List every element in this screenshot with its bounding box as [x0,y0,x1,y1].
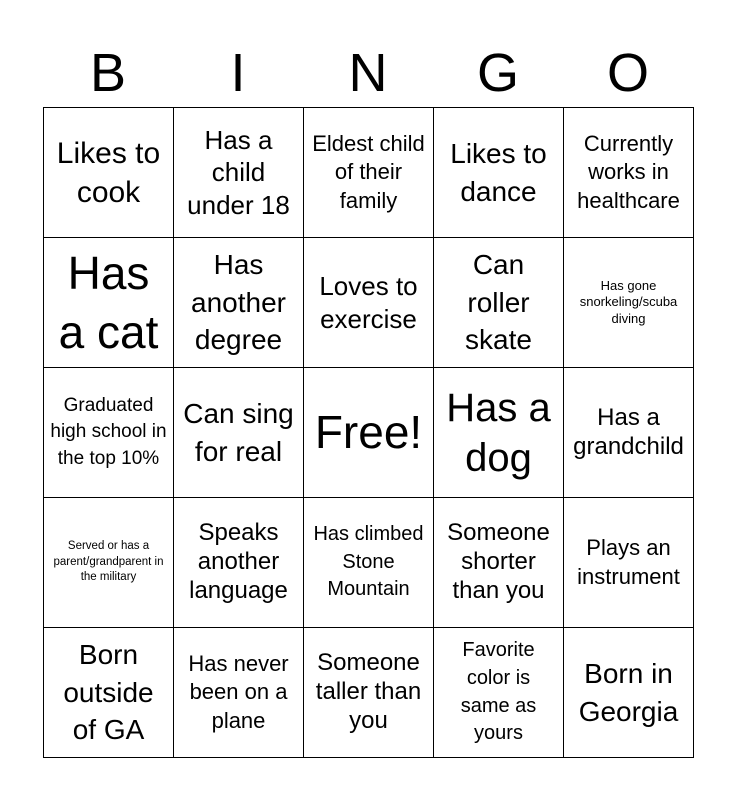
cell-text: Born in Georgia [578,657,679,727]
cell-text: Favorite color is same as yours [460,639,537,745]
cell-text: Has a child under 18 [187,124,290,220]
cell-text: Has another degree [191,248,286,356]
bingo-cell[interactable] [44,238,174,368]
bingo-cell[interactable] [44,498,174,628]
bingo-cell[interactable] [304,628,434,758]
cell-text: Born outside of GA [63,638,154,746]
bingo-cell[interactable] [174,368,304,498]
bingo-cell[interactable] [174,238,304,368]
cell-text: Graduated high school in the top 10% [50,394,167,469]
bingo-cell[interactable] [564,498,694,628]
header-letter-n: N [348,43,388,103]
bingo-cell[interactable] [174,108,304,238]
cell-text: Speaks another language [189,519,288,604]
cell-text: Has a cat [58,246,159,358]
cell-text: Likes to cook [56,136,161,209]
bingo-cell[interactable] [434,238,564,368]
bingo-cell[interactable] [44,108,174,238]
bingo-cell[interactable] [304,238,434,368]
bingo-cell[interactable] [304,108,434,238]
cell-text: Has a grandchild [573,403,684,460]
cell-text: Has never been on a plane [188,650,289,733]
cell-text: Served or has a parent/grandparent in the military [53,540,164,584]
header-letter-b: B [89,43,127,103]
cell-text: Loves to exercise [319,271,418,334]
bingo-cell[interactable] [304,498,434,628]
bingo-cell[interactable] [44,368,174,498]
cell-text: Has climbed Stone Mountain [313,523,424,601]
free-space[interactable] [304,368,434,498]
cell-text: Has a dog [446,385,551,480]
cell-text: Can sing for real [183,397,294,467]
bingo-cell[interactable] [564,108,694,238]
cell-text: Eldest child of their family [312,130,425,213]
bingo-cell[interactable] [564,238,694,368]
header-letter-g: G [476,43,519,103]
header-letter-i: I [230,43,246,103]
bingo-cell[interactable] [44,628,174,758]
cell-text: Can roller skate [465,248,532,356]
bingo-cell[interactable] [174,628,304,758]
bingo-cell[interactable] [174,498,304,628]
free-space-label: Free! [314,405,423,458]
cell-text: Currently works in healthcare [577,130,680,213]
cell-text: Someone shorter than you [447,519,550,604]
cell-text: Likes to dance [450,137,547,207]
bingo-cell[interactable] [434,368,564,498]
header-letter-o: O [606,43,649,103]
cell-text: Someone taller than you [315,649,422,734]
bingo-cell[interactable] [564,368,694,498]
bingo-cell[interactable] [434,628,564,758]
bingo-board [43,107,694,758]
bingo-cell[interactable] [434,498,564,628]
bingo-cell[interactable] [564,628,694,758]
cell-text: Plays an instrument [577,534,680,589]
cell-text: Has gone snorkeling/scuba diving [579,278,678,326]
bingo-cell[interactable] [434,108,564,238]
bingo-header [43,38,693,108]
